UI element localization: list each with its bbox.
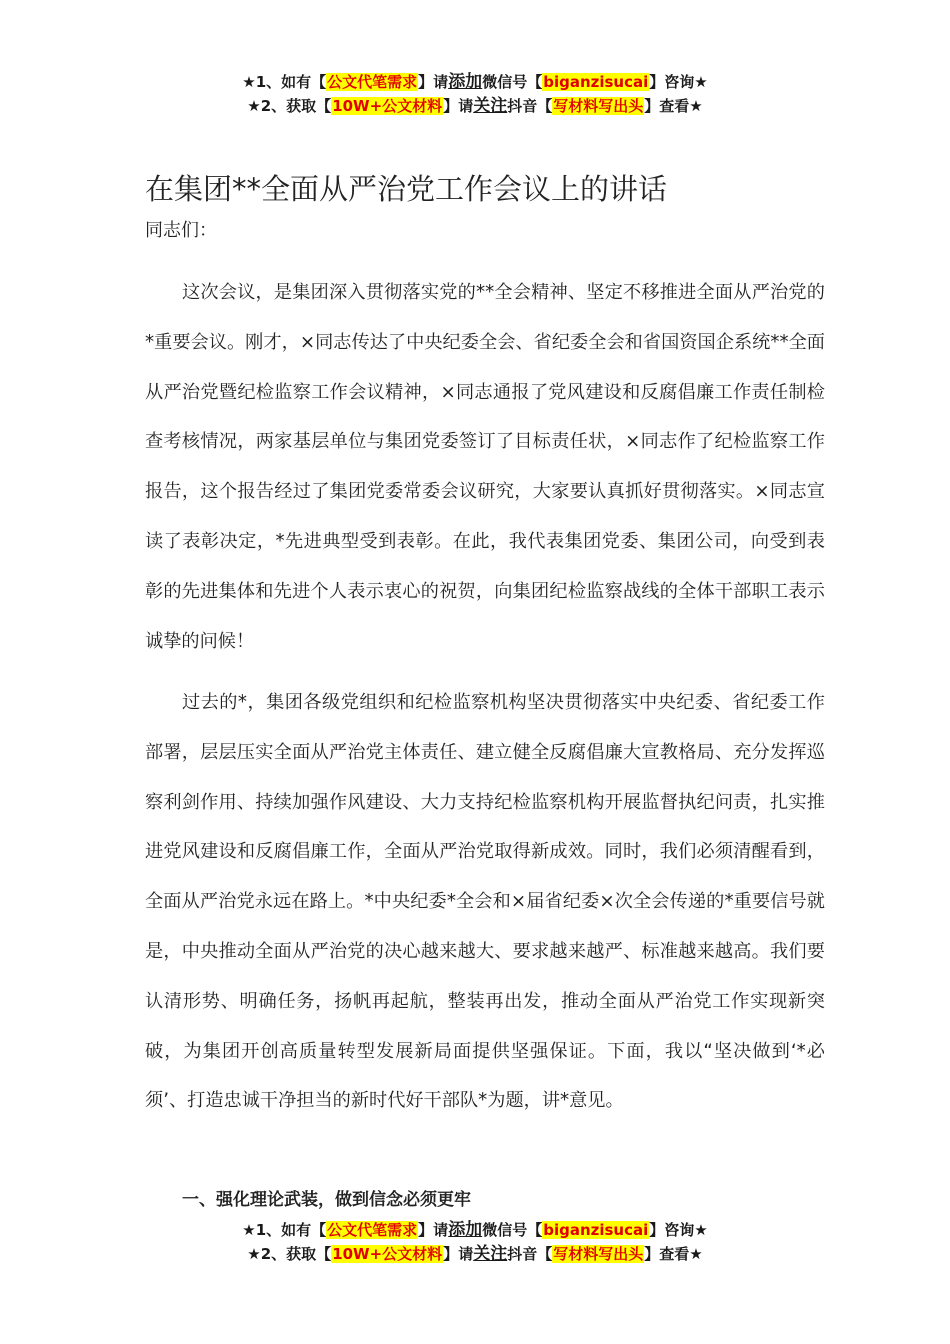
promo-emphasis: 添加 xyxy=(448,72,483,92)
promo-highlight: biganzisucai xyxy=(543,73,649,91)
promo-text: ★2、获取【 xyxy=(247,97,332,115)
promo-banner-bottom xyxy=(0,1218,950,1266)
promo-text: 】请 xyxy=(418,1221,449,1239)
promo-text: 】咨询★ xyxy=(649,1221,708,1239)
promo-highlight: 写材料写出头 xyxy=(553,97,644,115)
promo-line-2 xyxy=(0,94,950,118)
promo-highlight: 公文代笔需求 xyxy=(327,73,418,91)
document-title: 在集团**全面从严治党工作会议上的讲话 xyxy=(145,172,668,207)
promo-emphasis: 添加 xyxy=(448,1220,483,1240)
promo-text: 】请 xyxy=(443,1245,474,1263)
promo-highlight: 公文代笔需求 xyxy=(327,1221,418,1239)
promo-text: 】请 xyxy=(443,97,474,115)
promo-banner-top xyxy=(0,70,950,118)
promo-highlight: 10W+公文材料 xyxy=(332,97,443,115)
promo-line-2 xyxy=(0,1242,950,1266)
promo-text: 】请 xyxy=(418,73,449,91)
promo-text: ★1、如有【 xyxy=(242,1221,327,1239)
promo-text: ★1、如有【 xyxy=(242,73,327,91)
promo-text: 抖音【 xyxy=(507,97,553,115)
promo-text: 微信号【 xyxy=(482,1221,543,1239)
promo-highlight: biganzisucai xyxy=(543,1221,649,1239)
promo-line-1 xyxy=(0,1218,950,1242)
body-paragraph-1: 这次会议，是集团深入贯彻落实党的**全会精神、坚定不移推进全面从严治党的*重要会议。刚才，×同志传达了中央纪委全会、省纪委全会和省国资国企系统**全面从严治党暨纪检监察工作会议精神，×同志通报了党风建设和反腐倡廉工作责任制检查考核情况，两家基层单位与集团党委签订了目标责任状，×同志作了纪检监察工作报告，这个报告经过了集团党委常委会议研究，大家要认真抓好贯彻落实。×同志宣读了表彰决定，*先进典型受到表彰。在此，我代表集团党委、集团公司，向受到表彰的先进集体和先进个人表示衷心的祝贺，向集团纪检监察战线的全体干部职工表示诚挚的问候！ xyxy=(145,282,825,652)
section-heading-1: 一、强化理论武装，做到信念必须更牢 xyxy=(182,1190,471,1210)
promo-text: 】查看★ xyxy=(644,97,703,115)
promo-text: 微信号【 xyxy=(482,73,543,91)
promo-emphasis: 关注 xyxy=(473,1244,508,1264)
promo-line-1 xyxy=(0,70,950,94)
promo-text: 】查看★ xyxy=(644,1245,703,1263)
promo-highlight: 写材料写出头 xyxy=(553,1245,644,1263)
salutation: 同志们： xyxy=(145,220,217,241)
body-paragraph-2: 过去的*，集团各级党组织和纪检监察机构坚决贯彻落实中央纪委、省纪委工作部署，层层压实全面从严治党主体责任、建立健全反腐倡廉大宣教格局、充分发挥巡察利剑作用、持续加强作风建设、大力支持纪检监察机构开展监督执纪问责，扎实推进党风建设和反腐倡廉工作，全面从严治党取得新成效。同时，我们必须清醒看到，全面从严治党永远在路上。*中央纪委*全会和×届省纪委×次全会传递的*重要信号就是，中央推动全面从严治党的决心越来越大、要求越来越严、标准越来越高。我们要认清形势、明确任务，扬帆再起航，整装再出发，推动全面从严治党工作实现新突破，为集团开创高质量转型发展新局面提供坚强保证。下面，我以“坚决做到‘*必须’、打造忠诚干净担当的新时代好干部队*为题，讲*意见。 xyxy=(145,692,825,1112)
promo-emphasis: 关注 xyxy=(473,96,508,116)
promo-text: 】咨询★ xyxy=(649,73,708,91)
promo-text: ★2、获取【 xyxy=(247,1245,332,1263)
promo-text: 抖音【 xyxy=(507,1245,553,1263)
promo-highlight: 10W+公文材料 xyxy=(332,1245,443,1263)
